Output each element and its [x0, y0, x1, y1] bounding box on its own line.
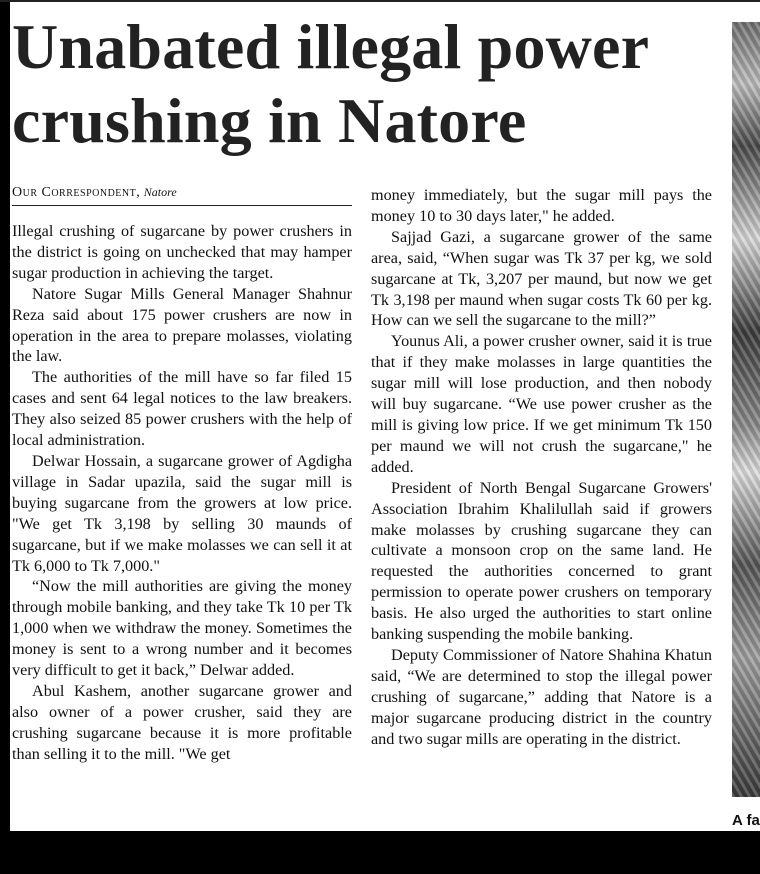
paragraph: Delwar Hossain, a sugarcane grower of Agdigha village in Sadar upazila, said the sugar mill is buying sugarcane from the growers at low price. "We get Tk 3,198 by selling 30 maunds of sugarcane, but if we make molasses we can sell it at Tk 6,000 to Tk 7,000.": [12, 451, 352, 575]
paragraph: The authorities of the mill have so far filed 15 cases and sent 64 legal notices to the law breakers. They also seized 85 power crushers with the help of local administration.: [12, 368, 352, 450]
headline-line-2: crushing in Natore: [12, 85, 527, 156]
paragraph: Illegal crushing of sugarcane by power crushers in the district is going on unchecked that may hamper sugar production in achieving the target.: [12, 222, 352, 282]
byline-author: Our Correspondent,: [12, 185, 141, 200]
byline: [12, 185, 352, 206]
article-column-2: [371, 185, 712, 749]
photo-texture: [732, 22, 760, 797]
paragraph: Abul Kashem, another sugarcane grower and also owner of a power crusher, said they are crushing sugarcane because it is more profitable than selling it to the mill. "We get: [12, 681, 352, 763]
paragraph: President of North Bengal Sugarcane Growers' Association Ibrahim Khalilullah said if growers make molasses by crushing sugarcane they can cultivate a monsoon crop on the same land. He requested the authorities concerned to grant permission to operate power crushers on temporary basis. He also urged the authorities to start online banking suspending the mobile banking.: [371, 478, 712, 644]
photo-caption: A fa: [732, 812, 760, 829]
paragraph-continuation: money immediately, but the sugar mill pays the money 10 to 30 days later," he added.: [371, 186, 712, 225]
paragraph: Younus Ali, a power crusher owner, said it is true that if they make molasses in large quantities the sugar mill will lose production, and then nobody will buy sugarcane. “We use power crusher as the mill is giving low price. If we get minimum Tk 150 per maund we will not crush the sugarcane," he added.: [371, 332, 712, 476]
paragraph: “Now the mill authorities are giving the money through mobile banking, and they take Tk 10 per Tk 1,000 when we withdraw the money. Sometimes the money is sent to a wrong number and it becomes very difficult to get it back,” Delwar added.: [12, 577, 352, 680]
paragraph: Sajjad Gazi, a sugarcane grower of the same area, said, “When sugar was Tk 37 per kg, we sold sugarcane at Tk, 3,207 per maund, but now we get Tk 3,198 per maund when sugar costs Tk 60 per kg. How can we sell the sugarcane to the mill?”: [371, 227, 712, 330]
article-column-1: [12, 221, 352, 765]
newspaper-clipping: [10, 2, 760, 831]
headline: [12, 10, 712, 158]
paragraph: Natore Sugar Mills General Manager Shahnur Reza said about 175 power crushers are now in operation in the area to prepare molasses, violating the law.: [12, 284, 352, 366]
news-photo: [732, 22, 760, 797]
byline-place: Natore: [143, 185, 177, 199]
paragraph: Deputy Commissioner of Natore Shahina Khatun said, “We are determined to stop the illegal power crushing of sugarcane,” adding that Natore is a major sugarcane producing district in the country and two sugar mills are operating in the district.: [371, 645, 712, 748]
headline-line-1: Unabated illegal power: [12, 11, 650, 82]
